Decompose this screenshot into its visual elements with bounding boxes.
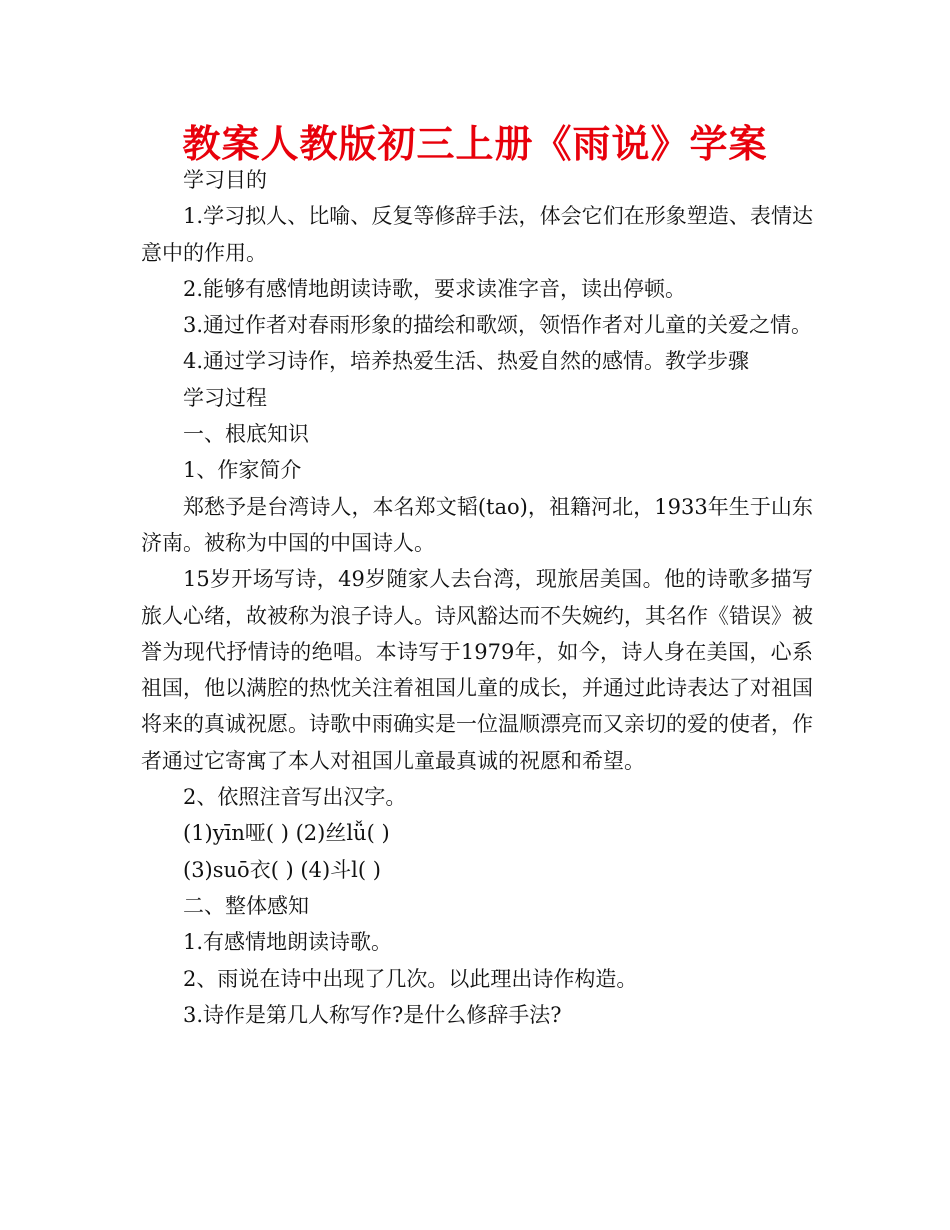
- paragraph-goal-2: 2.能够有感情地朗读诗歌，要求读准字音，读出停顿。: [183, 276, 687, 301]
- paragraph-goal-3: 3.通过作者对春雨形象的描绘和歌颂，领悟作者对儿童的关爱之情。: [183, 313, 813, 338]
- paragraph-pinyin-row-2: (3)suō衣( ) (4)斗l( ): [183, 857, 381, 882]
- paragraph-section-1-heading: 一、根底知识: [183, 422, 309, 447]
- paragraph-learning-goals-heading: 学习目的: [183, 168, 267, 192]
- paragraph-section-2-heading: 二、整体感知: [183, 893, 309, 918]
- paragraph-author-intro-heading: 1、作家简介: [183, 458, 302, 483]
- paragraph-task-3: 3.诗作是第几人称写作?是什么修辞手法?: [183, 1002, 562, 1027]
- paragraph-goal-4: 4.通过学习诗作，培养热爱生活、热爱自然的感情。教学步骤: [183, 349, 750, 374]
- paragraph-learning-process-heading: 学习过程: [183, 385, 267, 410]
- paragraph-pinyin-exercise-heading: 2、依照注音写出汉字。: [183, 785, 407, 810]
- paragraph-task-1: 1.有感情地朗读诗歌。: [183, 930, 393, 955]
- paragraph-author-intro-1: 郑愁予是台湾诗人，本名郑文韬(tao)，祖籍河北，1933年生于山东济南。被称为中国的中国诗人。: [141, 494, 813, 555]
- document-body: [141, 162, 813, 1033]
- paragraph-pinyin-row-1: (1)yīn哑( ) (2)丝lǚ( ): [183, 821, 390, 846]
- paragraph-goal-1: 1.学习拟人、比喻、反复等修辞手法，体会它们在形象塑造、表情达意中的作用。: [141, 204, 813, 265]
- document-title: 教案人教版初三上册《雨说》学案: [182, 121, 768, 166]
- paragraph-author-intro-2: 15岁开场写诗，49岁随家人去台湾，现旅居美国。他的诗歌多描写旅人心绪，故被称为浪子诗人。诗风豁达而不失婉约，其名作《错误》被誉为现代抒情诗的绝唱。本诗写于1979年，如今，诗人身在美国，心系祖国，他以满腔的热忱关注着祖国儿童的成长，并通过此诗表达了对祖国将来的真诚祝愿。诗歌中雨确实是一位温顺漂亮而又亲切的爱的使者，作者通过它寄寓了本人对祖国儿童最真诚的祝愿和希望。: [141, 567, 813, 773]
- paragraph-task-2: 2、雨说在诗中出现了几次。以此理出诗作构造。: [183, 966, 638, 991]
